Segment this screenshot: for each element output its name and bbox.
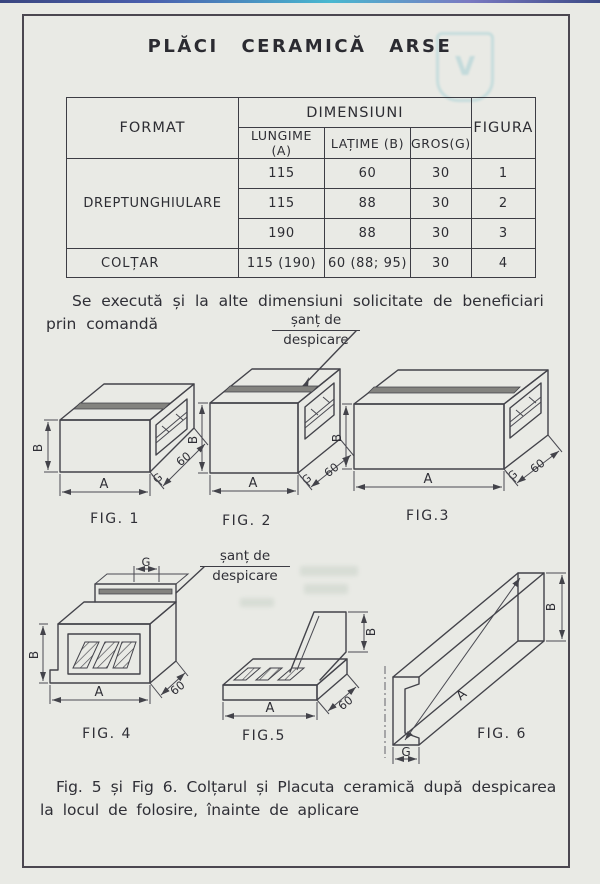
cell-thickness: 30	[411, 189, 472, 219]
col-header-latime: LAȚIME (B)	[325, 128, 411, 159]
dim-label-g: G	[401, 745, 411, 759]
dim-label-b: B	[364, 627, 378, 637]
dim-label-g: G	[141, 555, 151, 569]
dim-label-a: A	[453, 686, 470, 704]
dimension-G	[150, 471, 165, 486]
cell-figure: 1	[471, 159, 535, 189]
dimension-A	[223, 701, 317, 720]
figure-3-drawing	[330, 350, 578, 535]
groove-annotation-1-line2: despicare	[283, 332, 349, 348]
figure-2-caption: FIG. 2	[222, 513, 272, 529]
dim-label-g: G	[299, 471, 315, 488]
cell-figure: 4	[471, 249, 535, 278]
dimension-G	[393, 745, 419, 764]
dim-label-a: A	[99, 477, 109, 492]
figure-3-caption: FIG.3	[406, 508, 450, 524]
col-header-lungime: LUNGIME (A)	[239, 128, 325, 159]
dimension-A	[210, 475, 298, 495]
figure-3	[330, 350, 578, 535]
stamp-letter: V	[454, 52, 476, 82]
figure-5-caption: FIG.5	[242, 728, 286, 744]
figure-1	[31, 362, 218, 537]
figure-1-drawing	[31, 362, 218, 537]
cell-format-coltar: COLȚAR	[67, 249, 239, 278]
cell-length: 190	[239, 219, 325, 249]
col-header-dimensions: DIMENSIUNI	[239, 98, 472, 128]
split-stub-bars	[234, 668, 304, 680]
dim-label-b: B	[31, 443, 45, 453]
cell-thickness: 30	[411, 249, 472, 278]
cell-length: 115	[239, 189, 325, 219]
dimension-A	[405, 578, 520, 740]
scan-edge-strip	[0, 0, 600, 3]
split-groove	[224, 386, 318, 392]
angle-outline	[223, 612, 347, 700]
dimension-B	[544, 573, 566, 641]
dim-label-depth: 60	[173, 448, 194, 469]
col-header-format: FORMAT	[67, 98, 239, 159]
cell-figure: 3	[471, 219, 535, 249]
figure-6-drawing	[372, 552, 574, 770]
groove-annotation-1-line1: șanț de	[272, 312, 360, 331]
col-header-gros: GROS(G)	[411, 128, 472, 159]
dim-label-g: G	[150, 470, 166, 487]
dim-label-a: A	[248, 476, 258, 491]
cell-figure: 2	[471, 189, 535, 219]
figures-caption	[40, 776, 562, 822]
groove-annotation-2-line1: șanț de	[200, 548, 290, 567]
cell-width: 60	[325, 159, 411, 189]
dim-label-a: A	[265, 701, 275, 716]
split-groove	[99, 589, 172, 594]
cell-length: 115	[239, 159, 325, 189]
figure-4	[27, 555, 233, 758]
plate-outline	[393, 573, 544, 745]
dim-label-depth: 60	[167, 677, 188, 698]
figure-1-caption: FIG. 1	[90, 511, 140, 527]
hollow-front-opening	[68, 634, 140, 674]
dim-label-b: B	[27, 650, 41, 660]
dim-label-a: A	[94, 685, 104, 700]
groove-annotation-2-line2: despicare	[212, 568, 278, 584]
figures-caption-line2: la locul de folosire, înainte de aplicare	[40, 801, 360, 819]
figure-4-caption: FIG. 4	[82, 726, 132, 742]
figure-4-drawing	[27, 555, 233, 758]
dimension-G	[505, 468, 520, 483]
col-header-figura: FIGURA	[471, 98, 535, 159]
figures-caption-line1: Fig. 5 și Fig 6. Colțarul și Placuta ceramică după despicarea	[56, 778, 557, 796]
dim-label-g: G	[505, 467, 521, 484]
block-outline	[210, 369, 340, 473]
cell-thickness: 30	[411, 159, 472, 189]
dimension-A	[60, 474, 150, 496]
note-line-2: prin comandă	[46, 315, 159, 333]
dimensions-table	[66, 97, 536, 278]
dim-label-b: B	[330, 433, 344, 443]
dimension-A	[354, 471, 504, 491]
dimension-G	[134, 555, 159, 582]
figure-6-caption: FIG. 6	[477, 726, 527, 742]
table-row	[67, 249, 536, 278]
figure-5-drawing	[220, 600, 390, 748]
dim-label-depth: 60	[335, 692, 356, 713]
dim-label-depth: 60	[321, 459, 342, 480]
figure-5	[220, 600, 390, 748]
dim-label-depth: 60	[527, 455, 548, 476]
cell-length: 115 (190)	[239, 249, 325, 278]
cell-width: 60 (88; 95)	[325, 249, 411, 278]
split-groove	[74, 403, 170, 409]
dim-label-a: A	[423, 472, 433, 487]
table-row	[67, 159, 536, 189]
dim-label-b: B	[186, 435, 200, 445]
cell-format-dreptunghiulare: DREPTUNGHIULARE	[67, 159, 239, 249]
split-groove	[368, 387, 520, 393]
cell-width: 88	[325, 219, 411, 249]
note-line-1: Se execută și la alte dimensiuni solicitate de beneficiari	[72, 292, 544, 310]
cell-width: 88	[325, 189, 411, 219]
dimension-G	[299, 472, 314, 487]
figure-6	[372, 552, 574, 770]
dim-label-b: B	[544, 602, 558, 612]
page-title: PLĂCI CERAMICĂ ARSE	[147, 36, 453, 57]
dimension-A	[50, 685, 150, 704]
cell-thickness: 30	[411, 219, 472, 249]
